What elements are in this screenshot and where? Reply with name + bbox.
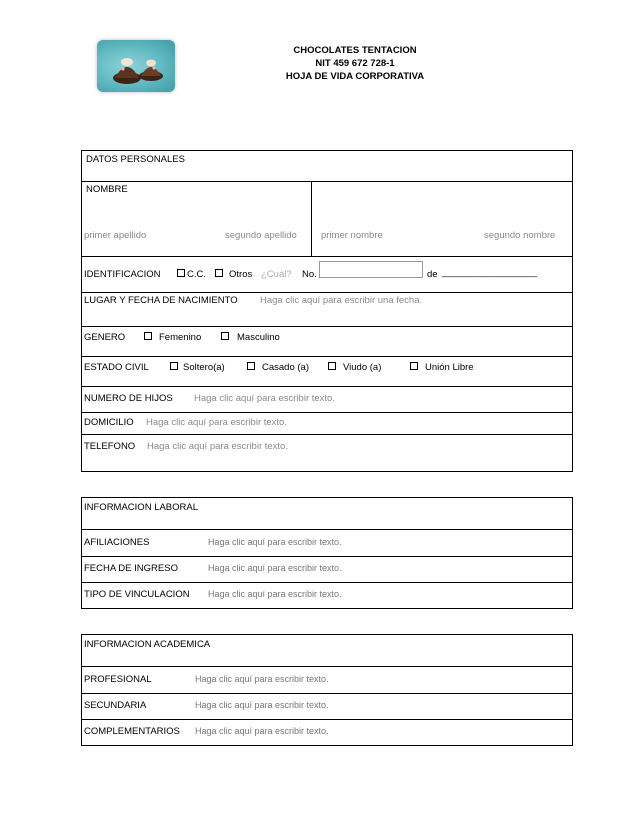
- academica-title-row: [82, 635, 572, 666]
- segundo-apellido-field[interactable]: segundo apellido: [225, 230, 297, 241]
- secundaria-row: [82, 693, 572, 719]
- casado-label: Casado (a): [262, 362, 309, 373]
- estado-civil-row: [82, 356, 572, 386]
- masculino-label: Masculino: [237, 332, 280, 343]
- document-header: [250, 44, 460, 83]
- otros-checkbox[interactable]: [215, 269, 223, 277]
- hijos-label: NUMERO DE HIJOS: [84, 393, 173, 404]
- complementarios-field[interactable]: Haga clic aquí para escribir texto.: [195, 726, 329, 736]
- company-logo: [97, 40, 175, 92]
- lugar-row: [82, 292, 572, 326]
- hijos-row: [82, 386, 572, 412]
- secundaria-label: SECUNDARIA: [84, 700, 147, 711]
- profesional-row: [82, 666, 572, 693]
- academica-section: [81, 634, 573, 746]
- no-label: No.: [302, 269, 317, 280]
- ingreso-field[interactable]: Haga clic aquí para escribir texto.: [208, 563, 342, 573]
- company-nit: NIT 459 672 728-1: [315, 58, 395, 69]
- company-name: CHOCOLATES TENTACION: [293, 45, 417, 56]
- de-label: de: [427, 269, 438, 280]
- identificacion-row: [82, 256, 572, 292]
- telefono-row: [82, 434, 572, 471]
- genero-label: GENERO: [84, 332, 126, 343]
- otros-label: Otros: [229, 269, 253, 280]
- primer-apellido-field[interactable]: primer apellido: [84, 230, 147, 241]
- soltero-label: Soltero(a): [183, 362, 225, 373]
- union-libre-label: Unión Libre: [425, 362, 474, 373]
- profesional-field[interactable]: Haga clic aquí para escribir texto.: [195, 674, 329, 684]
- nombre-row: [82, 181, 572, 256]
- ingreso-row: [82, 556, 572, 582]
- estado-civil-label: ESTADO CIVIL: [84, 362, 149, 373]
- laboral-title-row: [82, 498, 572, 529]
- femenino-checkbox[interactable]: [144, 332, 152, 340]
- section-title: INFORMACION ACADEMICA: [84, 639, 211, 650]
- viudo-label: Viudo (a): [343, 362, 382, 373]
- domicilio-field[interactable]: Haga clic aquí para escribir texto.: [146, 417, 287, 428]
- nombre-label: NOMBRE: [86, 184, 128, 195]
- complementarios-row: [82, 719, 572, 745]
- segundo-nombre-field[interactable]: segundo nombre: [484, 230, 556, 241]
- secundaria-field[interactable]: Haga clic aquí para escribir texto.: [195, 700, 329, 710]
- ingreso-label: FECHA DE INGRESO: [84, 563, 178, 574]
- hijos-field[interactable]: Haga clic aquí para escribir texto.: [194, 393, 335, 404]
- vinculacion-label: TIPO DE VINCULACION: [84, 589, 190, 600]
- telefono-field[interactable]: Haga clic aquí para escribir texto.: [147, 441, 288, 452]
- laboral-section: [81, 497, 573, 609]
- domicilio-row: [82, 412, 572, 434]
- masculino-checkbox[interactable]: [221, 332, 229, 340]
- cc-label: C.C.: [187, 269, 206, 280]
- nombre-divider: [311, 182, 312, 257]
- cc-checkbox[interactable]: [177, 269, 185, 277]
- afiliaciones-label: AFILIACIONES: [84, 537, 150, 548]
- afiliaciones-field[interactable]: Haga clic aquí para escribir texto.: [208, 537, 342, 547]
- union-libre-checkbox[interactable]: [410, 362, 418, 370]
- complementarios-label: COMPLEMENTARIOS: [84, 726, 180, 737]
- personal-title-row: [82, 151, 572, 181]
- section-title: DATOS PERSONALES: [86, 154, 185, 165]
- de-line[interactable]: __________________: [442, 267, 538, 278]
- telefono-label: TELEFONO: [84, 441, 136, 452]
- casado-checkbox[interactable]: [247, 362, 255, 370]
- vinculacion-row: [82, 582, 572, 608]
- identificacion-label: IDENTIFICACION: [84, 269, 161, 280]
- lugar-fecha-field[interactable]: Haga clic aquí para escribir una fecha.: [260, 295, 423, 306]
- cupcake-image-icon: [97, 40, 175, 92]
- lugar-label: LUGAR Y FECHA DE NACIMIENTO: [84, 295, 238, 306]
- document-title: HOJA DE VIDA CORPORATIVA: [285, 71, 425, 82]
- vinculacion-field[interactable]: Haga clic aquí para escribir texto.: [208, 589, 342, 599]
- profesional-label: PROFESIONAL: [84, 674, 152, 685]
- soltero-checkbox[interactable]: [170, 362, 178, 370]
- viudo-checkbox[interactable]: [328, 362, 336, 370]
- domicilio-label: DOMICILIO: [84, 417, 134, 428]
- genero-row: [82, 326, 572, 356]
- afiliaciones-row: [82, 529, 572, 556]
- femenino-label: Femenino: [159, 332, 202, 343]
- primer-nombre-field[interactable]: primer nombre: [321, 230, 383, 241]
- cual-field[interactable]: ¿Cuál?: [261, 269, 292, 280]
- section-title: INFORMACION LABORAL: [84, 502, 199, 513]
- id-number-input[interactable]: [319, 261, 423, 278]
- personal-data-section: [81, 150, 573, 472]
